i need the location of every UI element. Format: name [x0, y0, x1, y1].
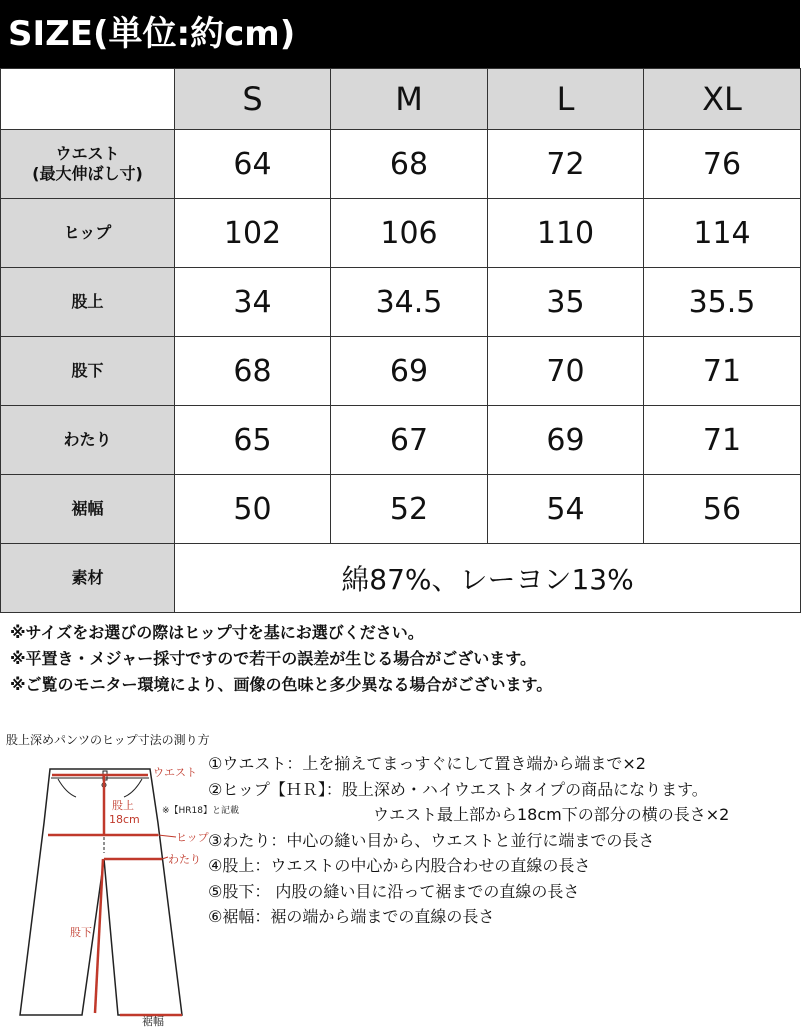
- row-label: 裾幅: [1, 475, 175, 544]
- table-cell: 68: [175, 337, 331, 406]
- inseam-label: 股下: [70, 926, 92, 939]
- table-cell: 52: [331, 475, 488, 544]
- instruction-item: ①ウエスト：上を揃えてまっすぐにして置き端から端まで×2: [208, 754, 646, 773]
- row-label: 素材: [1, 544, 175, 613]
- table-cell: 67: [331, 406, 488, 475]
- hip-label: ヒップ: [176, 831, 209, 844]
- guide-title: 股上深めパンツのヒップ寸法の測り方: [6, 733, 210, 747]
- thigh-label: わたり: [168, 853, 201, 866]
- rise-length-label: 18cm: [109, 813, 140, 826]
- table-row-hem: [1, 475, 801, 544]
- hip-leader: [158, 835, 176, 837]
- table-row-thigh: [1, 406, 801, 475]
- table-cell: 35.5: [644, 268, 801, 337]
- pants-diagram: [0, 745, 240, 1027]
- waist-label: ウエスト: [153, 766, 197, 779]
- size-table: [0, 68, 801, 613]
- instruction-item: ウエスト最上部から18cm下の部分の横の長さ×2: [373, 805, 730, 824]
- table-cell: 114: [644, 199, 801, 268]
- size-col-m: M: [331, 69, 488, 130]
- row-label: ウエスト (最大伸ばし寸): [1, 130, 175, 199]
- table-cell: 102: [175, 199, 331, 268]
- size-header-row: [1, 69, 801, 130]
- row-label: 股上: [1, 268, 175, 337]
- table-cell: 69: [488, 406, 644, 475]
- table-cell: 71: [644, 406, 801, 475]
- instruction-item: ③わたり：中心の縫い目から、ウエストと並行に端までの長さ: [208, 830, 655, 850]
- instruction-item: ⑤股下： 内股の縫い目に沿って裾までの直線の長さ: [208, 881, 580, 901]
- table-cell: 56: [644, 475, 801, 544]
- size-col-s: S: [175, 69, 331, 130]
- table-row-waist: [1, 130, 801, 199]
- table-cell: 106: [331, 199, 488, 268]
- table-row-material: [1, 544, 801, 613]
- table-cell: 54: [488, 475, 644, 544]
- table-cell: 65: [175, 406, 331, 475]
- row-label: ヒップ: [1, 199, 175, 268]
- instruction-item: ⑥裾幅：裾の端から端までの直線の長さ: [208, 907, 495, 926]
- measurement-instructions: [208, 751, 798, 930]
- row-label: わたり: [1, 406, 175, 475]
- table-cell: 76: [644, 130, 801, 199]
- notes: [10, 620, 790, 698]
- table-cell: 72: [488, 130, 644, 199]
- material-value: 綿87%、レーヨン13%: [175, 544, 801, 613]
- size-header: [0, 0, 800, 68]
- table-cell: 110: [488, 199, 644, 268]
- instruction-item: ④股上：ウエストの中心から内股合わせの直線の長さ: [208, 856, 591, 875]
- table-row-inseam: [1, 337, 801, 406]
- table-cell: 50: [175, 475, 331, 544]
- hr-note-label: ※【HR18】と記載: [162, 806, 240, 816]
- table-corner: [1, 69, 175, 130]
- table-cell: 70: [488, 337, 644, 406]
- table-cell: 34: [175, 268, 331, 337]
- table-row-hip: [1, 199, 801, 268]
- size-col-xl: XL: [644, 69, 801, 130]
- row-label: 股下: [1, 337, 175, 406]
- table-cell: 64: [175, 130, 331, 199]
- size-col-l: L: [488, 69, 644, 130]
- table-cell: 69: [331, 337, 488, 406]
- table-cell: 35: [488, 268, 644, 337]
- table-cell: 71: [644, 337, 801, 406]
- instruction-item: ②ヒップ【ＨＲ】：股上深め・ハイウエストタイプの商品になります。: [208, 779, 708, 799]
- table-cell: 34.5: [331, 268, 488, 337]
- note-line: ※平置き・メジャー採寸ですので若干の誤差が生じる場合がございます。: [10, 649, 536, 668]
- table-row-rise: [1, 268, 801, 337]
- rise-label: 股上: [112, 799, 134, 812]
- table-cell: 68: [331, 130, 488, 199]
- hem-label: 裾幅: [142, 1015, 164, 1027]
- note-line: ※ご覧のモニター環境により、画像の色味と多少異なる場合がございます。: [10, 675, 553, 694]
- note-line: ※サイズをお選びの際はヒップ寸を基にお選びください。: [10, 623, 424, 642]
- size-title: SIZE(単位:約cm): [8, 14, 296, 54]
